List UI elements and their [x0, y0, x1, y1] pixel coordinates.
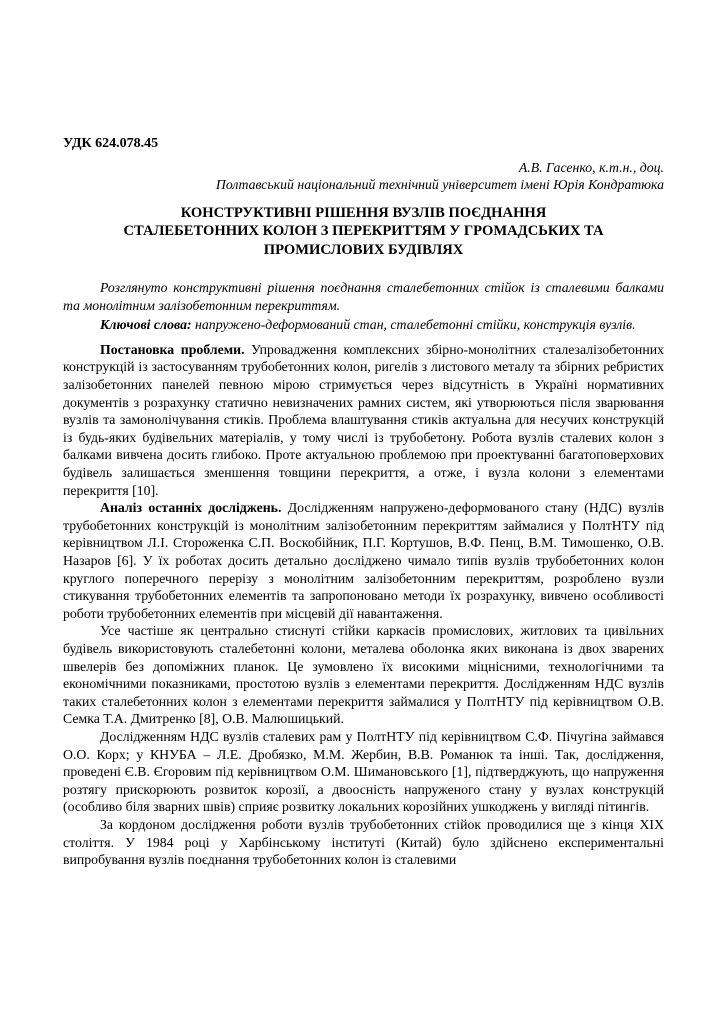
author-line: А.В. Гасенко, к.т.н., доц. [518, 160, 664, 175]
udc-code: УДК 624.078.45 [63, 136, 159, 151]
keywords-text: напружено-деформований стан, сталебетонні стійки, конструкція вузлів. [195, 316, 636, 332]
article-body [63, 341, 664, 869]
affiliation-line: Полтавський національний технічний університет імені Юрія Кондратюка [215, 176, 664, 192]
paper-title-line-2: СТАЛЕБЕТОННИХ КОЛОН З ПЕРЕКРИТТЯМ У ГРОМАДСЬКИХ ТА [123, 223, 604, 240]
paragraph-text: За кордоном дослідження роботи вузлів трубобетонних стійок проводилися ще з кінця XIX століття. У 1984 році у Харбінському інституті (Китай) було здійснено експериментальні випробування вузлів поєднання трубобетонних колон із сталевими [63, 816, 664, 868]
paragraph-text: Усе частіше як центрально стиснуті стійки каркасів промислових, житлових та цивільних будівель використовують сталебетонні колони, металева оболонка яких виконана із двох зварених швелерів без допоміжних планок. Це зумовлено їх високими міцнісними, технологічними та економічними показниками, простотою вузлів з елементами перекриття. Дослідженням НДС вузлів таких сталебетонних колон з елементами перекриття займалися у ПолтНТУ під керівництвом О.В. Семка Т.А. Дмитренко [8], О.В. Малюшицький. [63, 623, 664, 727]
paragraph-text: Упровадження комплексних збірно-монолітних сталезалізобетонних конструкцій із застосуванням трубобетонних колон, ригелів з листового металу та збірних ребристих залізобетонних панелей певною мірою стримується через відсутність в Україні нормативних документів з розрахунку статично невизначених рамних систем, які утворюються після зварювання вузлів та замонолічування стиків. Проблема влаштування стиків актуальна для несучих конструкцій із будь-яких будівельних матеріалів, у тому числі із трубобетону. Робота вузлів сталевих колон з балками вивчена досить глибоко. Проте актуальною проблемою при проектуванні багатоповерхових будівель залишається зменшення товщини перекриття, а отже, і вузла колони з елементами перекриття [10]. [63, 341, 664, 498]
paragraph-steel-frames-research [63, 728, 664, 816]
paragraph-lead: Аналіз останніх досліджень. [100, 500, 282, 516]
paper-title-line-1: КОНСТРУКТИВНІ РІШЕННЯ ВУЗЛІВ ПОЄДНАННЯ [180, 204, 547, 221]
paragraph-foreign-research [63, 816, 664, 869]
abstract-text: Розглянуто конструктивні рішення поєднання сталебетонних стійок із сталевими балками та монолітним залізобетонним перекриттям. [63, 279, 664, 314]
keywords-line [63, 316, 664, 334]
paragraph-steel-concrete-columns [63, 622, 664, 728]
abstract-block [63, 279, 664, 334]
paragraph-recent-research [63, 499, 664, 622]
byline [63, 160, 664, 194]
paragraph-text: Дослідженням напружено-деформованого стану (НДС) вузлів трубобетонних конструкцій із монолітним залізобетонним перекриттям займалися у ПолтНТУ під керівництвом Л.І. Стороженка С.П. Воскобійник, П.Г. Кортушов, В.Ф. Пенц, В.М. Тимошенко, О.В. Назаров [6]. У їх роботах досить детально досліджено чимало типів вузлів трубобетонних колон круглого поперечного перерізу з монолітним залізобетонним перекриттям, розроблено вузли стикування трубобетонних елементів та запропоновано методи їх розрахунку, вивчено особливості роботи трубобетонних елементів при місцевій дії навантаження. [63, 500, 664, 621]
paper-title-line-3: ПРОМИСЛОВИХ БУДІВЛЯХ [263, 242, 464, 259]
paragraph-text: Дослідженням НДС вузлів сталевих рам у ПолтНТУ під керівництвом С.Ф. Пічугіна займався О.О. Корх; у КНУБА – Л.Е. Дробязко, М.М. Жербин, В.В. Романюк та інші. Так, дослідження, проведені Є.В. Єгоровим під керівництвом О.М. Шимановського [1], підтверджують, що напруження розтягу прискорюють розвиток корозії, а двоосність напруженого стану у вузлах конструкцій (особливо біля зварних швів) сприяє розвитку локальних корозійних ушкоджень у вигляді пітингів. [63, 728, 664, 815]
paper-title [63, 204, 664, 260]
paragraph-lead: Постановка проблеми. [100, 341, 245, 357]
keywords-label: Ключові слова: [100, 316, 192, 332]
paragraph-problem-statement [63, 341, 664, 499]
